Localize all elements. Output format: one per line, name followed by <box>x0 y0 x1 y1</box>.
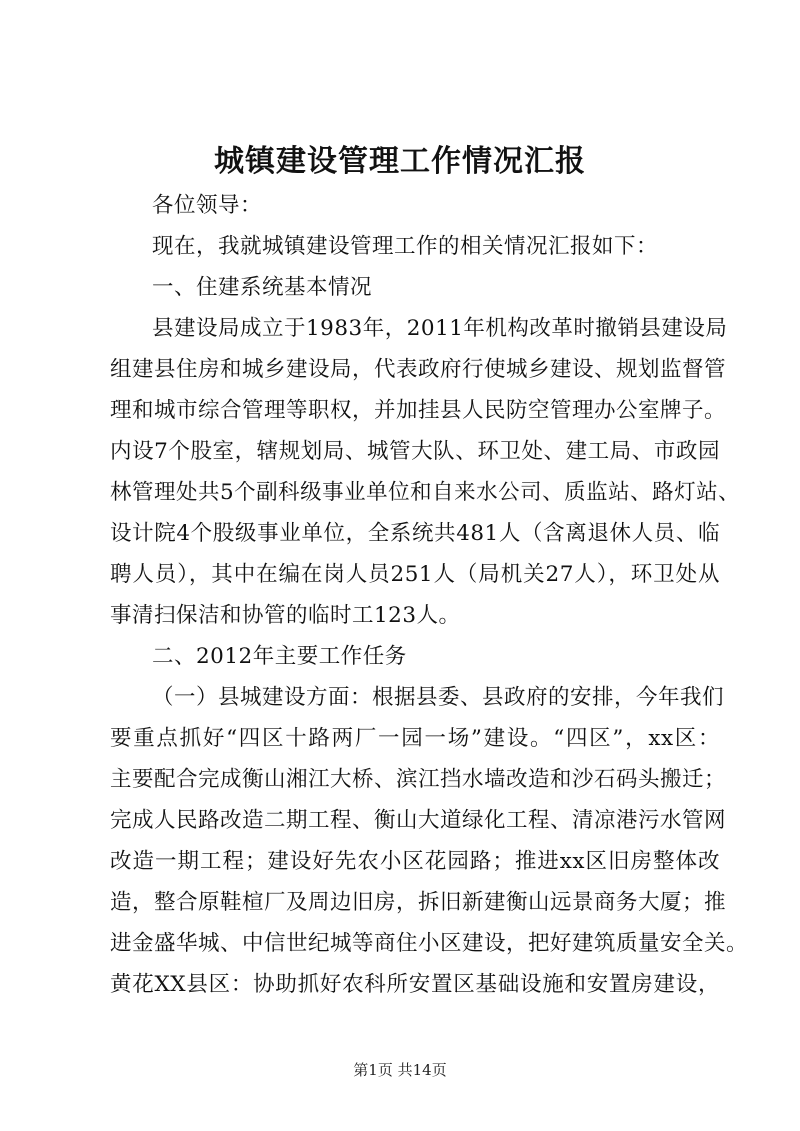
salutation: 各位领导： <box>152 193 263 218</box>
paragraph-line: （一）县城建设方面：根据县委、县政府的安排，今年我们 <box>152 685 725 710</box>
paragraph-line: 事清扫保洁和协管的临时工123人。 <box>110 603 461 628</box>
paragraph-line: 理和城市综合管理等职权，并加挂县人民防空管理办公室牌子。 <box>110 398 727 423</box>
paragraph-line: 改造一期工程；建设好先农小区花园路；推进xx区旧房整体改 <box>110 849 720 874</box>
paragraph-line: 黄花XX县区：协助抓好农科所安置区基础设施和安置房建设， <box>110 972 720 997</box>
section-heading-1: 一、住建系统基本情况 <box>152 275 373 300</box>
page-footer: 第1页 共14页 <box>353 1061 447 1079</box>
paragraph-line: 完成人民路改造二期工程、衡山大道绿化工程、清凉港污水管网 <box>110 808 727 833</box>
paragraph-line: 设计院4个股级事业单位，全系统共481人（含离退休人员、临 <box>110 521 720 546</box>
paragraph-line: 进金盛华城、中信世纪城等商住小区建设，把好建筑质量安全关。 <box>110 931 749 956</box>
paragraph-line: 组建县住房和城乡建设局，代表政府行使城乡建设、规划监督管 <box>110 357 727 382</box>
paragraph-line: 主要配合完成衡山湘江大桥、滨江挡水墙改造和沙石码头搬迁； <box>110 767 727 792</box>
paragraph-line: 聘人员），其中在编在岗人员251人（局机关27人），环卫处从 <box>110 562 720 587</box>
paragraph-line: 林管理处共5个副科级事业单位和自来水公司、质监站、路灯站、 <box>110 480 741 505</box>
intro-paragraph: 现在，我就城镇建设管理工作的相关情况汇报如下： <box>152 234 659 259</box>
paragraph-line: 县建设局成立于1983年，2011年机构改革时撤销县建设局 <box>152 316 728 341</box>
paragraph-line: 要重点抓好“四区十路两厂一园一场”建设。“四区”，xx区： <box>110 726 720 751</box>
paragraph-line: 造，整合原鞋楦厂及周边旧房，拆旧新建衡山远景商务大厦；推 <box>110 890 727 915</box>
section-heading-2: 二、2012年主要工作任务 <box>152 644 407 669</box>
paragraph-line: 内设7个股室，辖规划局、城管大队、环卫处、建工局、市政园 <box>110 439 720 464</box>
document-title: 城镇建设管理工作情况汇报 <box>214 144 586 179</box>
